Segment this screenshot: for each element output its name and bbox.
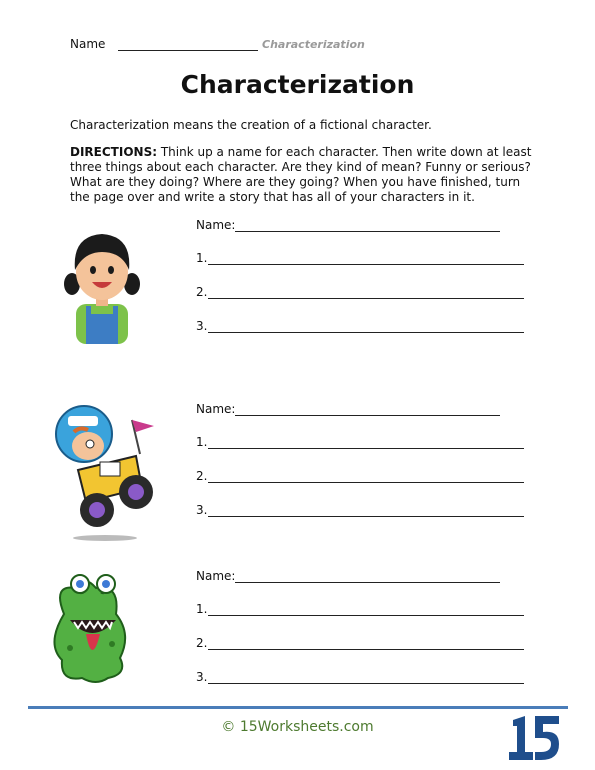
character-name-label: Name: [196,569,236,583]
trait-answer-line[interactable] [208,683,524,684]
intro-text: Characterization means the creation of a fictional character. [70,118,432,132]
trait-answer-line[interactable] [208,298,524,299]
trait-answer-line[interactable] [208,615,524,616]
trait-answer-line[interactable] [208,516,524,517]
green-slime-monster-illustration [46,574,136,688]
trait-answer-line[interactable] [208,264,524,265]
directions-text [70,145,540,205]
trait-number-label: 1. [196,251,208,265]
trait-number-label: 2. [196,285,208,299]
character-name-line[interactable] [235,582,500,583]
footer-copyright: © 15Worksheets.com [221,719,374,735]
trait-answer-line[interactable] [208,448,524,449]
trait-number-label: 1. [196,602,208,616]
trait-number-label: 3. [196,319,208,333]
trait-number-label: 3. [196,670,208,684]
footer-rule [28,706,568,709]
trait-number-label: 3. [196,503,208,517]
trait-number-label: 1. [196,435,208,449]
name-label: Name [70,37,106,51]
monster-truck-kid-illustration [50,392,160,542]
trait-number-label: 2. [196,469,208,483]
character-name-line[interactable] [235,415,500,416]
character-name-label: Name: [196,402,236,416]
directions-body: Think up a name for each character. Then write down at least three things about each character. Are they kind of mean? Funny or serious? What are they doing? Where are they going? When you have finished, turn the page over and write a story that has all of your characters in it. [70,145,532,204]
trait-answer-line[interactable] [208,649,524,650]
trait-answer-line[interactable] [208,332,524,333]
directions-label: DIRECTIONS: [70,145,158,159]
worksheet-tag: Characterization [262,38,365,51]
girl-illustration [62,222,142,344]
character-name-line[interactable] [235,231,500,232]
15worksheets-logo-icon [505,712,563,764]
page-title: Characterization [180,70,415,99]
trait-answer-line[interactable] [208,482,524,483]
trait-number-label: 2. [196,636,208,650]
character-name-label: Name: [196,218,236,232]
name-line[interactable] [118,50,258,51]
